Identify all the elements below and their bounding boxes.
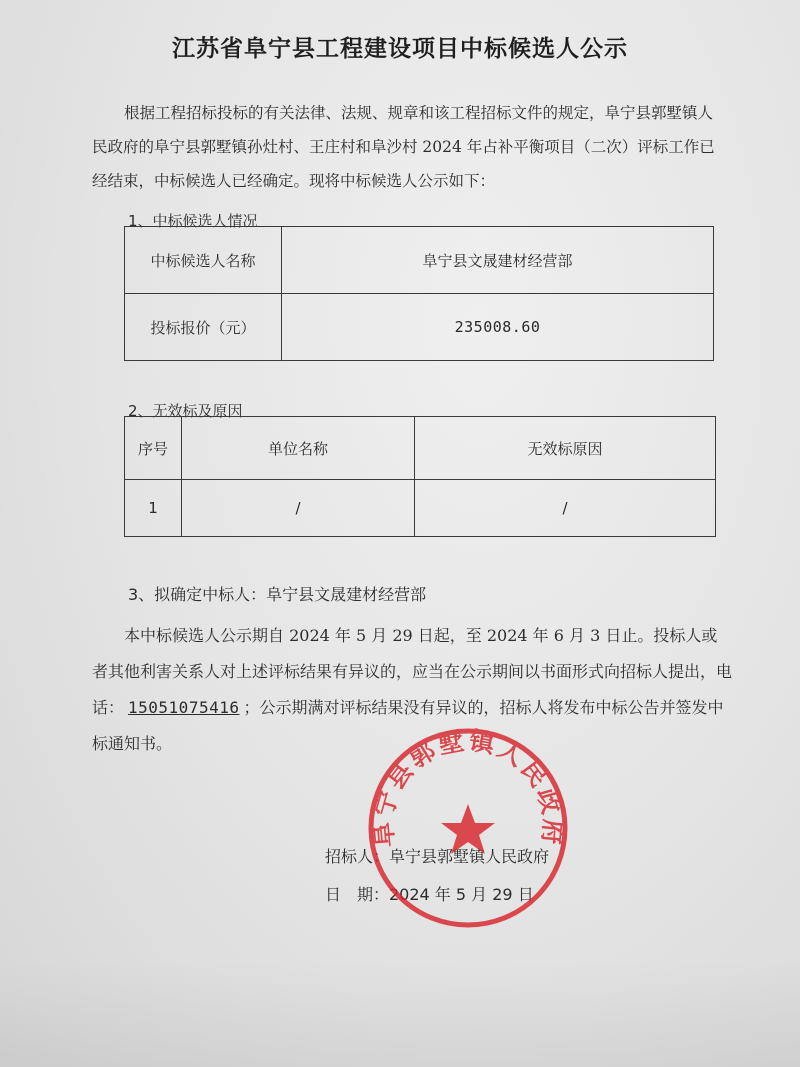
table-row — [125, 480, 716, 537]
section2-heading: 2、无效标及原因 — [128, 402, 243, 420]
row-unit-name: / — [182, 480, 415, 537]
header-no: 序号 — [125, 417, 182, 480]
table-row — [125, 227, 714, 294]
official-seal-stamp — [362, 722, 574, 934]
signer-line: 招标人：阜宁县郭墅镇人民政府 — [325, 847, 550, 866]
bid-price-label: 投标报价（元） — [125, 294, 282, 361]
row-invalid-reason: / — [415, 480, 716, 537]
intro-paragraph: 根据工程招标投标的有关法律、法规、规章和该工程招标文件的规定，阜宁县郭墅镇人民政府的阜宁县郭墅镇孙灶村、王庄村和阜沙村 2024 年占补平衡项目（二次）评标工作已经结束，中标候选人已经确定。现将中标候选人公示如下： — [92, 104, 715, 190]
candidate-name-value: 阜宁县文晟建材经营部 — [282, 227, 714, 294]
paper-shadow — [0, 960, 800, 1067]
header-invalid-reason: 无效标原因 — [415, 417, 716, 480]
seal-star-icon — [441, 804, 495, 854]
contact-phone: 15051075416 — [128, 698, 240, 717]
table-row — [125, 294, 714, 361]
notice-text-after-phone: ；公示期满对评标结果没有异议的，招标人将发布中标公告并签发中标通知书。 — [92, 698, 724, 753]
invalid-bid-table — [124, 416, 716, 537]
section3-winner: 3、拟确定中标人：阜宁县文晟建材经营部 — [128, 585, 427, 604]
notice-text-before-phone: 本中标候选人公示期自 2024 年 5 月 29 日起，至 2024 年 6 月 3 日止。投标人或者其他利害关系人对上述评标结果有异议的，应当在公示期间以书面形式向招标人提出，电话： — [92, 626, 733, 717]
table-header-row — [125, 417, 716, 480]
svg-text:阜宁县郭墅镇人民政府: 阜宁县郭墅镇人民政府 — [368, 725, 568, 849]
header-unit-name: 单位名称 — [182, 417, 415, 480]
document-title: 江苏省阜宁县工程建设项目中标候选人公示 — [172, 36, 628, 62]
candidate-name-label: 中标候选人名称 — [125, 227, 282, 294]
candidate-table — [124, 226, 714, 361]
row-no: 1 — [125, 480, 182, 537]
date-line: 日 期：2024 年 5 月 29 日 — [325, 885, 534, 904]
section1-heading: 1、中标候选人情况 — [128, 212, 258, 230]
bid-price-value: 235008.60 — [282, 294, 714, 361]
